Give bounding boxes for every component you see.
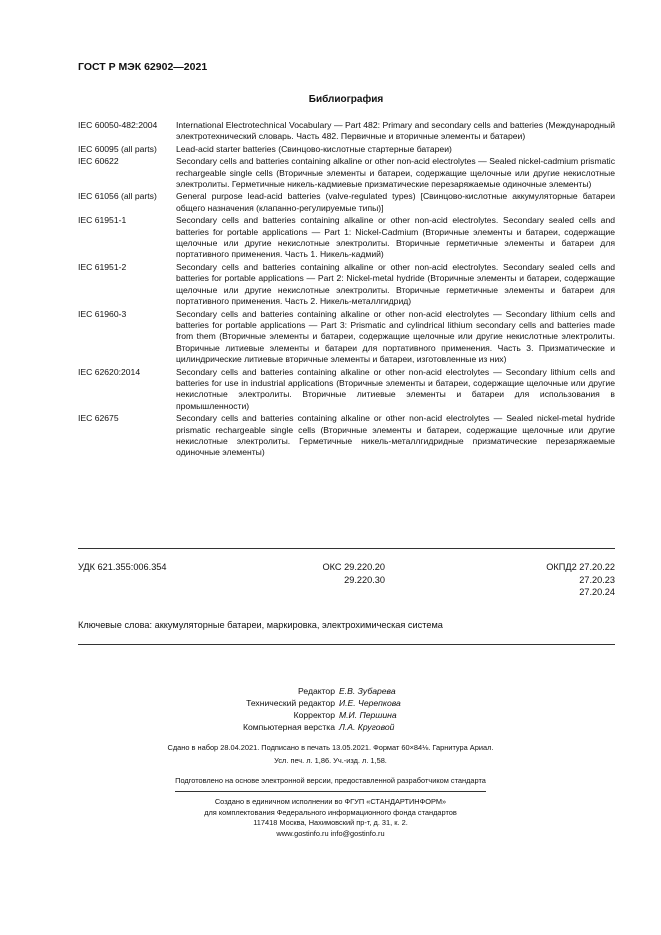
bib-text: General purpose lead-acid batteries (valve-regulated types) [Свинцово-кислотные аккумуляторные батареи общего назначения (клапанно-регулируемые типы)]	[176, 191, 615, 213]
bib-entry	[78, 144, 615, 155]
bib-code: IEC 61960-3	[78, 308, 127, 319]
editor-role: Редактор	[298, 686, 335, 696]
oks-code: ОКС 29.220.20	[322, 562, 385, 572]
divider-top	[78, 548, 615, 549]
okpd-code: 27.20.24	[579, 587, 615, 597]
bib-text: Secondary cells and batteries containing alkaline or other non-acid electrolytes. Secondary sealed cells and batteries for portable applications — Part 2: Nickel-metal hydride (Вторичные элементы и батареи, содержащие щелочные или другие некислотные электролиты. Вторичные герметичные элементы и батареи для портативного применения. Часть 2. Никель-металлгидрид)	[176, 261, 615, 307]
publisher-line: для комплектования Федерального информационного фонда стандартов	[204, 807, 457, 817]
bib-entry	[78, 262, 615, 308]
bib-code: IEC 60050-482:2004	[78, 120, 158, 130]
publisher-line: Создано в единичном исполнении во ФГУП «СТАНДАРТИНФОРМ»	[214, 797, 447, 806]
bib-code: IEC 60622	[78, 156, 119, 167]
okpd-codes	[546, 561, 615, 599]
print-info-line: Усл. печ. л. 1,86. Уч.-изд. л. 1,58.	[274, 755, 387, 765]
editor-name: М.И. Першина	[339, 710, 397, 721]
editor-row	[0, 697, 661, 709]
bib-entry	[78, 120, 615, 143]
publisher-line: www.gostinfo.ru info@gostinfo.ru	[276, 828, 385, 838]
bib-text: Secondary cells and batteries containing alkaline or other non-acid electrolytes — Sealed nickel-cadmium prismatic rechargeable single cells (Вторичные элементы и батареи, содержащие щелочные или другие некислотные электролиты. Герметичные никель-кадмиевые призматические перезаряжаемые одиночные элементы)	[176, 156, 615, 190]
bib-text: Secondary cells and batteries containing alkaline or other non-acid electrolytes — Secondary lithium cells and batteries for use in industrial applications (Вторичные элементы и батареи, содержащие щелочные или другие некислотные электролиты. Вторичные литиевые элементы и батареи для использования в промышленности)	[176, 366, 615, 411]
divider-publisher	[175, 791, 486, 792]
bib-text: Secondary cells and batteries containing alkaline or other non-acid electrolytes — Secondary lithium cells and batteries for portable applications — Part 3: Prismatic and cylindrical lithium secondary cells and batteries made from them (Вторичные элементы и батареи, содержащие щелочные или другие некислотные электролиты. Вторичные литиевые элементы и батареи для портативного применения. Часть 3. Призматические и цилиндрические литиевые вторичные элементы и батареи, изготовленные из них)	[176, 308, 615, 365]
bib-code: IEC 61951-1	[78, 215, 127, 226]
editor-row	[0, 685, 661, 697]
bib-entry	[78, 413, 615, 459]
bib-code: IEC 62675	[78, 413, 119, 424]
oks-code: 29.220.30	[344, 574, 385, 585]
standard-header: ГОСТ Р МЭК 62902—2021	[78, 61, 208, 73]
bib-code: IEC 60095 (all parts)	[78, 143, 157, 154]
divider-bottom	[78, 644, 615, 645]
editor-role: Компьютерная верстка	[242, 722, 335, 733]
bibliography-list	[78, 120, 615, 460]
bibliography-title: Библиография	[308, 94, 384, 105]
editor-row	[0, 721, 661, 733]
editors-block	[0, 685, 661, 733]
oks-codes	[303, 561, 385, 586]
publisher-block	[0, 797, 661, 839]
bib-entry	[78, 156, 615, 190]
bib-text: Secondary cells and batteries containing alkaline or other non-acid electrolytes. Secondary sealed cells and batteries for portable applications — Part 1: Nickel-Cadmium (Вторичные элементы и батареи, содержащие щелочные или другие некислотные электролиты. Вторичные герметичные элементы и батареи для портативного применения. Часть 1. Никель-кадмий)	[176, 215, 615, 260]
udk-code: УДК 621.355:006.354	[78, 562, 167, 572]
okpd-code: 27.20.23	[579, 574, 615, 585]
bib-text: Lead-acid starter batteries (Свинцово-кислотные стартерные батареи)	[176, 143, 452, 154]
print-info	[0, 742, 661, 767]
editor-name: Е.В. Зубарева	[339, 686, 396, 696]
publisher-line: 117418 Москва, Нахимовский пр-т, д. 31, к. 2.	[253, 818, 408, 827]
bib-text: International Electrotechnical Vocabulary — Part 482: Primary and secondary cells and batteries (Международный электротехнический словарь. Часть 482. Первичные и вторичные элементы и батареи)	[176, 120, 615, 142]
editor-name: Л.А. Круговой	[339, 722, 395, 733]
bib-code: IEC 61951-2	[78, 261, 127, 272]
editor-name: И.Е. Черепкова	[339, 698, 401, 709]
editor-role: Корректор	[293, 710, 335, 721]
bib-code: IEC 62620:2014	[78, 366, 141, 377]
bib-entry	[78, 367, 615, 413]
bib-code: IEC 61056 (all parts)	[78, 191, 157, 202]
keywords: Ключевые слова: аккумуляторные батареи, маркировка, электрохимическая система	[78, 620, 443, 630]
bib-entry	[78, 309, 615, 366]
prepared-note: Подготовлено на основе электронной версии, предоставленной разработчиком стандарта	[175, 776, 486, 785]
bib-text: Secondary cells and batteries containing alkaline or other non-acid electrolytes — Sealed nickel-metal hydride prismatic rechargeable single cells (Вторичные элементы и батареи, содержащие щелочные или другие некислотные электролиты. Герметичные никель-металлгидридные призматические перезаряжаемые одиночные элементы)	[176, 413, 615, 458]
editor-row	[0, 709, 661, 721]
bib-entry	[78, 191, 615, 214]
okpd-code: ОКПД2 27.20.22	[546, 562, 615, 572]
print-info-line: Сдано в набор 28.04.2021. Подписано в печать 13.05.2021. Формат 60×84⅛. Гарнитура Ариал.	[167, 743, 494, 752]
bib-entry	[78, 215, 615, 261]
editor-role: Технический редактор	[246, 698, 335, 709]
